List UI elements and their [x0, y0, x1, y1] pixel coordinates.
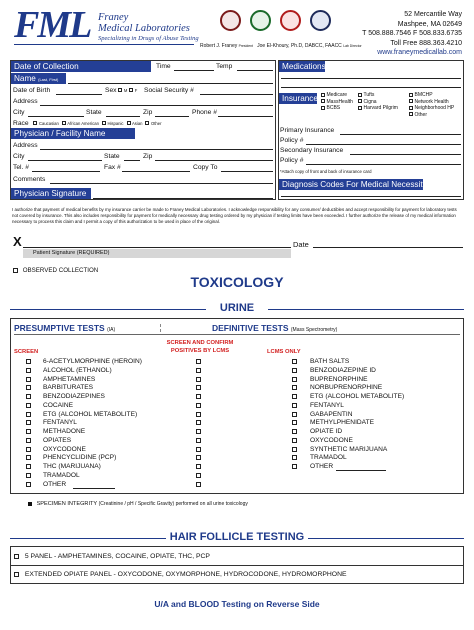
physician-zip-field[interactable]	[155, 160, 273, 161]
confirm-checkbox[interactable]	[196, 403, 201, 408]
physician-signature-header: Physician Signature	[11, 188, 91, 199]
insurance-header: Insurance	[279, 93, 317, 104]
city-field[interactable]	[28, 116, 84, 117]
race-option-checkbox[interactable]	[145, 121, 149, 125]
hair-extended-row	[14, 570, 347, 579]
hair-rule-right	[308, 538, 464, 539]
screen-other-field[interactable]	[73, 488, 115, 489]
lcms-test-label: BUPRENORPHINE	[310, 375, 368, 383]
lcms-checkbox[interactable]	[292, 429, 297, 434]
fax-field[interactable]	[122, 171, 190, 172]
lcms-test-label: BENZODIAZEPINE ID	[310, 366, 376, 374]
insurance-option-checkbox[interactable]	[409, 99, 413, 103]
address-field[interactable]	[40, 105, 273, 106]
toll-free: Toll Free 888.363.4210	[390, 39, 462, 47]
urine-rule-right	[268, 309, 464, 310]
sex-label	[105, 86, 137, 95]
logo	[14, 6, 90, 44]
sex-m-label: M	[123, 88, 128, 93]
tel-label: Tel. #	[13, 164, 29, 171]
name-header	[11, 73, 66, 84]
policy2-field[interactable]	[306, 164, 461, 165]
name-label: Name	[14, 74, 36, 83]
screen-checkbox[interactable]	[26, 359, 31, 364]
confirm-checkbox[interactable]	[196, 394, 201, 399]
screen-checkbox[interactable]	[26, 403, 31, 408]
race-option-checkbox[interactable]	[127, 121, 131, 125]
primary-insurance-label: Primary Insurance	[280, 127, 335, 134]
name-field[interactable]	[68, 83, 273, 84]
name-hint: (Last, First)	[38, 77, 59, 82]
hair-row-divider	[10, 565, 464, 566]
lcms-checkbox[interactable]	[292, 385, 297, 390]
race-option-checkbox[interactable]	[62, 121, 66, 125]
signer1-title: President	[238, 44, 253, 48]
header-rule	[14, 334, 460, 335]
lcms-test-label: GABAPENTIN	[310, 410, 353, 418]
address-label: Address	[13, 98, 38, 105]
lcms-test-label: OXYCODONE	[310, 436, 353, 444]
lcms-checkbox[interactable]	[292, 377, 297, 382]
company-name-1: Franey	[98, 12, 129, 23]
copy-to-field[interactable]	[221, 171, 273, 172]
insurance-option	[321, 105, 353, 112]
lcms-test-label: BATH SALTS	[310, 358, 350, 365]
lcms-other-field[interactable]	[336, 470, 386, 471]
insurance-col-2	[358, 92, 398, 112]
seal-icon	[280, 10, 301, 31]
lcms-test-label: SYNTHETIC MARIJUANA	[310, 445, 388, 453]
lcms-checkbox[interactable]	[292, 394, 297, 399]
race-option-label: African American	[67, 121, 99, 126]
time-field[interactable]	[174, 70, 214, 71]
phone-fax: T 508.888.7546 F 508.833.6735	[362, 30, 462, 37]
ssn-label: Social Security #	[144, 87, 194, 94]
insurance-option-checkbox[interactable]	[358, 99, 362, 103]
logo-text: FML	[14, 4, 91, 46]
screen-test-label: FENTANYL	[43, 419, 77, 427]
hair-extended-label: EXTENDED OPIATE PANEL - OXYCODONE, OXYMORPHONE, HYDROCODONE, HYDROMORPHONE	[24, 571, 347, 578]
physician-state-field[interactable]	[124, 160, 140, 161]
screen-test-label: METHADONE	[43, 428, 86, 435]
screen-test-label: COCAINE	[43, 401, 74, 409]
screen-test-label: ETG (ALCOHOL METABOLITE)	[43, 410, 138, 418]
screen-test-label: PHENCYCLIDINE (PCP)	[43, 454, 117, 462]
city-label: City	[13, 109, 25, 116]
hair-rule-left	[10, 538, 166, 539]
race-option-checkbox[interactable]	[33, 121, 37, 125]
signature-label-bar: Patient Signature (REQUIRED)	[23, 249, 291, 258]
definitive-suffix: (Mass Spectrometry)	[290, 327, 338, 333]
insurance-option-label: Medicare	[326, 92, 348, 98]
lcms-test-label: ETG (ALCOHOL METABOLITE)	[310, 393, 405, 400]
sex-text: Sex	[105, 87, 117, 94]
confirm-column-header-2: POSITIVES BY LCMS	[170, 348, 230, 354]
diagnosis-field[interactable]	[281, 196, 461, 197]
screen-checkbox[interactable]	[26, 482, 31, 487]
screen-test-label: OXYCODONE	[43, 445, 86, 453]
dob-field[interactable]	[56, 94, 102, 95]
screen-checkbox[interactable]	[26, 447, 31, 452]
physician-address-label: Address	[13, 142, 38, 149]
physician-signature-field[interactable]	[93, 198, 273, 199]
screen-test-label: TRAMADOL	[43, 471, 80, 479]
physician-city-field[interactable]	[28, 160, 102, 161]
insurance-option-checkbox[interactable]	[409, 106, 413, 110]
race-option-label: Hispanic	[107, 121, 124, 126]
secondary-insurance-field[interactable]	[350, 154, 461, 155]
lcms-checkbox[interactable]	[292, 464, 297, 469]
insurance-col-1	[321, 92, 353, 112]
observed-collection-label: OBSERVED COLLECTION	[22, 267, 99, 274]
confirm-checkbox[interactable]	[196, 473, 201, 478]
lcms-checkbox[interactable]	[292, 447, 297, 452]
confirm-checkbox[interactable]	[196, 377, 201, 382]
footer-note: U/A and BLOOD Testing on Reverse Side	[154, 599, 320, 609]
sex-f-checkbox[interactable]	[129, 88, 133, 92]
specimen-integrity-row	[28, 500, 248, 509]
confirm-checkbox[interactable]	[196, 412, 201, 417]
physician-header: Physician / Facility Name	[11, 128, 135, 139]
screen-checkbox[interactable]	[26, 394, 31, 399]
lcms-test-label: NORBUPRENORPHINE	[310, 384, 383, 392]
insurance-option	[409, 112, 454, 119]
confirm-checkbox[interactable]	[196, 464, 201, 469]
specimen-integrity-detail: (Creatinine / pH / Specific Gravity) performed on all urine toxicology	[98, 501, 248, 507]
urine-title: URINE	[219, 302, 255, 314]
tel-field[interactable]	[32, 171, 100, 172]
physician-city-label: City	[13, 153, 25, 160]
screen-test-label: OPIATES	[43, 436, 72, 444]
sex-f-label: F	[134, 88, 138, 93]
company-name-2: Medical Laboratories	[98, 23, 190, 34]
definitive-title: DEFINITIVE TESTS	[212, 323, 289, 333]
screen-checkbox[interactable]	[26, 473, 31, 478]
insurance-option-label: Neighborhood HP	[414, 105, 455, 111]
confirm-checkbox[interactable]	[196, 359, 201, 364]
company-name	[98, 12, 199, 43]
insurance-option-checkbox[interactable]	[321, 99, 325, 103]
insurance-option-checkbox[interactable]	[321, 93, 325, 97]
screen-test-label: ALCOHOL (ETHANOL)	[43, 366, 112, 374]
address-line-2: Mashpee, MA 02649	[397, 20, 462, 28]
screen-checkbox[interactable]	[26, 368, 31, 373]
insurance-option-label: MassHealth	[326, 98, 353, 105]
primary-insurance-field[interactable]	[340, 134, 461, 135]
insurance-note: *Attach copy of front and back of insurance card	[280, 169, 372, 174]
diagnosis-header: Diagnosis Codes For Medical Necessity	[279, 179, 423, 190]
race-option-label: Other	[150, 121, 162, 126]
signature-x: X	[13, 234, 22, 249]
race-options	[30, 120, 161, 127]
bullet-icon	[28, 502, 32, 506]
comments-field[interactable]	[50, 183, 273, 184]
phone-label: Phone #	[192, 109, 217, 116]
copy-to-label: Copy To	[193, 164, 218, 171]
signature-date-field[interactable]	[313, 247, 463, 248]
address-line-1: 52 Mercantile Way	[404, 11, 462, 18]
patient-signature-field[interactable]	[23, 247, 291, 248]
insurance-option-label: BMCHP	[414, 92, 433, 98]
ssn-field[interactable]	[200, 94, 273, 95]
seal-icon	[310, 10, 331, 31]
phone-field[interactable]	[218, 116, 273, 117]
policy2-label: Policy #	[280, 157, 304, 164]
specimen-integrity-label: SPECIMEN INTEGRITY	[36, 501, 98, 507]
lcms-checkbox[interactable]	[292, 455, 297, 460]
physician-address-field[interactable]	[40, 149, 273, 150]
insurance-option-label: Network Health	[414, 98, 449, 105]
signer2-title: Lab Director	[343, 44, 362, 48]
race-option-checkbox[interactable]	[102, 121, 106, 125]
seal-icon	[220, 10, 241, 31]
date-label: Date	[293, 240, 309, 249]
date-of-collection-header: Date of Collection	[11, 61, 151, 72]
comments-label: Comments	[13, 176, 46, 183]
insurance-option-label: Tufts	[363, 92, 375, 98]
sex-m-checkbox[interactable]	[118, 88, 122, 92]
screen-checkbox[interactable]	[26, 412, 31, 417]
physician-state-label: State	[104, 153, 120, 160]
confirm-checkbox[interactable]	[196, 420, 201, 425]
hair-5-panel-row	[14, 552, 210, 561]
screen-test-label: AMPHETAMINES	[43, 375, 96, 383]
state-label: State	[86, 109, 102, 116]
medications-header: Medications	[279, 61, 325, 72]
presumptive-suffix: (IA)	[107, 327, 116, 333]
race-option-label: Caucasian	[38, 121, 59, 126]
logo-rule	[14, 44, 194, 45]
insurance-col-3	[409, 92, 454, 118]
insurance-option-checkbox[interactable]	[358, 106, 362, 110]
confirm-checkbox[interactable]	[196, 385, 201, 390]
insurance-option-label: Cigna	[363, 98, 377, 105]
screen-test-label: BARBITURATES	[43, 384, 94, 392]
screen-checkbox[interactable]	[26, 385, 31, 390]
insurance-option-checkbox[interactable]	[321, 106, 325, 110]
time-label: Time	[156, 63, 171, 70]
lcms-test-label: OTHER	[310, 463, 334, 470]
screen-checkbox[interactable]	[26, 429, 31, 434]
insurance-option	[358, 105, 398, 112]
lcms-test-label: METHYLPHENIDATE	[310, 419, 374, 427]
authorization-text: I authorize that payment of medical benefits by my insurance carrier be made to Franey Medical Laboratories. I acknowledge responsibility for any consumer/ deductibles and accept responsibility for payment for laboratory tests not covered by insurance. This also includes responsibility for payment for medically necessary drug testing ordered by my physician if testing limits have been exceeded. I further authorize the release of my medical information necessary to process this claim and I permit a copy of this authorization to be used in place of the original.	[12, 207, 457, 224]
tagline: Specializing in Drugs of Abuse Testing	[98, 35, 199, 42]
lcms-test-label: OPIATE ID	[310, 428, 343, 435]
screen-column-header: SCREEN	[14, 349, 39, 355]
race-option-label: Asian	[132, 121, 143, 126]
lcms-test-label: TRAMADOL	[310, 454, 347, 462]
lcms-column-header: LCMS ONLY	[267, 349, 301, 355]
signers	[200, 43, 362, 49]
medications-line[interactable]	[281, 78, 461, 79]
temp-field[interactable]	[237, 70, 273, 71]
insurance-option-label: Harvard Pilgrim	[363, 105, 398, 111]
hair-extended-checkbox[interactable]	[14, 572, 19, 577]
confirm-checkbox[interactable]	[196, 438, 201, 443]
screen-test-label: OTHER	[43, 480, 67, 488]
medications-line[interactable]	[281, 87, 461, 88]
toxicology-title: TOXICOLOGY	[190, 274, 284, 290]
website-link[interactable]: www.franeymedicallab.com	[377, 49, 462, 56]
seal-icon	[250, 10, 271, 31]
zip-field[interactable]	[155, 116, 189, 117]
confirm-checkbox[interactable]	[196, 368, 201, 373]
screen-test-label: THC (MARIJUANA)	[43, 463, 101, 470]
physician-zip-label: Zip	[143, 153, 153, 160]
lcms-test-label: FENTANYL	[310, 401, 344, 409]
insurance-option-checkbox[interactable]	[409, 93, 413, 97]
signer1: Robert J. Franey	[200, 43, 238, 49]
lcms-checkbox[interactable]	[292, 359, 297, 364]
state-field[interactable]	[106, 116, 140, 117]
screen-test-label: BENZODIAZEPINES	[43, 393, 105, 400]
insurance-option-label: Other	[414, 111, 428, 118]
policy1-label: Policy #	[280, 137, 304, 144]
secondary-insurance-label: Secondary Insurance	[280, 147, 344, 154]
fax-label: Fax #	[104, 164, 121, 171]
temp-label: Temp	[216, 63, 233, 70]
lcms-checkbox[interactable]	[292, 403, 297, 408]
signer2: Joe El-Khoury, Ph.D, DABCC, FAACC	[257, 43, 342, 49]
race-label: Race	[13, 120, 29, 127]
confirm-column-header-1: SCREEN AND CONFIRM	[166, 340, 234, 346]
lab-contact	[362, 10, 462, 58]
insurance-option-checkbox[interactable]	[409, 112, 413, 116]
screen-test-label: 6-ACETYLMORPHINE (HEROIN)	[43, 358, 142, 365]
screen-checkbox[interactable]	[26, 455, 31, 460]
race-row	[13, 119, 161, 128]
observed-collection-checkbox[interactable]	[13, 268, 18, 273]
hair-5-panel-label: 5 PANEL - AMPHETAMINES, COCAINE, OPIATE, THC, PCP	[24, 553, 210, 560]
lcms-checkbox[interactable]	[292, 420, 297, 425]
screen-checkbox[interactable]	[26, 377, 31, 382]
screen-checkbox[interactable]	[26, 420, 31, 425]
screen-checkbox[interactable]	[26, 464, 31, 469]
insurance-option-checkbox[interactable]	[358, 93, 362, 97]
column-divider	[160, 324, 161, 332]
hair-5-panel-checkbox[interactable]	[14, 554, 19, 559]
confirm-checkbox[interactable]	[196, 447, 201, 452]
insurance-option-label: BCBS	[326, 105, 341, 111]
confirm-checkbox[interactable]	[196, 455, 201, 460]
confirm-checkbox[interactable]	[196, 482, 201, 487]
lcms-checkbox[interactable]	[292, 412, 297, 417]
screen-checkbox[interactable]	[26, 438, 31, 443]
confirm-checkbox[interactable]	[196, 429, 201, 434]
lcms-checkbox[interactable]	[292, 368, 297, 373]
lcms-checkbox[interactable]	[292, 438, 297, 443]
dob-label: Date of Birth	[13, 87, 51, 94]
presumptive-title: PRESUMPTIVE TESTS	[14, 323, 105, 333]
hair-title: HAIR FOLLICLE TESTING	[169, 531, 305, 543]
policy1-field[interactable]	[306, 144, 461, 145]
zip-label: Zip	[143, 109, 153, 116]
urine-rule-left	[10, 309, 206, 310]
